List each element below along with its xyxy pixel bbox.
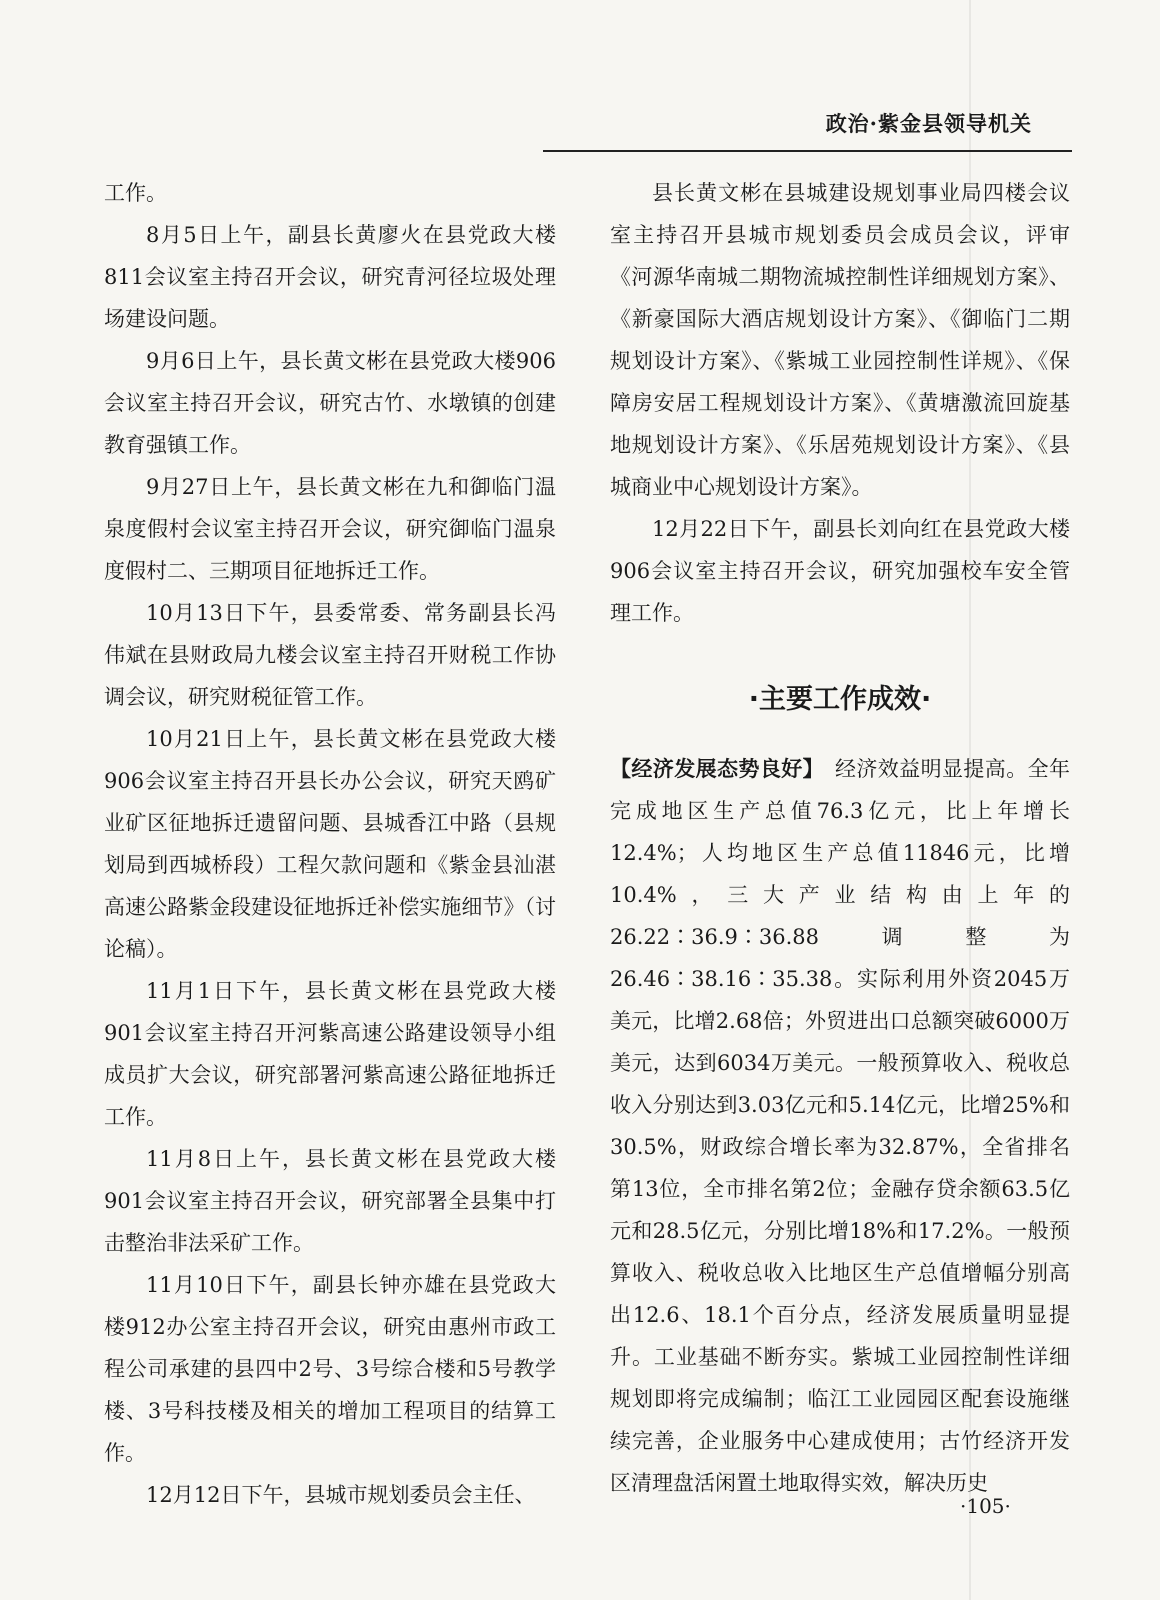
- paragraph-sep-27: 9月27日上午，县长黄文彬在九和御临门温泉度假村会议室主持召开会议，研究御临门温泉度假村二、三期项目征地拆迁工作。: [104, 475, 556, 583]
- header-rule: [543, 150, 1072, 152]
- paragraph-nov-1: 11月1日下午，县长黄文彬在县党政大楼901会议室主持召开河紫高速公路建设领导小组成员扩大会议，研究部署河紫高速公路征地拆迁工作。: [104, 979, 556, 1129]
- paragraph-oct-13: 10月13日下午，县委常委、常务副县长冯伟斌在县财政局九楼会议室主持召开财税工作协调会议，研究财税征管工作。: [104, 601, 556, 709]
- paragraph-economy-text: 经济效益明显提高。全年完成地区生产总值76.3亿元，比上年增长12.4%；人均地区生产总值11846元，比增10.4%，三大产业结构由上年的26.22∶36.9∶36.88调整为26.46∶38.16∶35.38。实际利用外资2045万美元，比增2.68倍；外贸进出口总额突破6000万美元，达到6034万美元。一般预算收入、税收总收入分别达到3.03亿元和5.14亿元，比增25%和30.5%，财政综合增长率为32.87%，全省排名第13位，全市排名第2位；金融存贷余额63.5亿元和28.5亿元，分别比增18%和17.2%。一般预算收入、税收总收入比地区生产总值增幅分别高出12.6、18.1个百分点，经济发展质量明显提升。工业基础不断夯实。紫城工业园控制性详细规划即将完成编制；临江工业园园区配套设施继续完善，企业服务中心建成使用；古竹经济开发区清理盘活闲置土地取得实效，解决历史: [610, 757, 1070, 1495]
- paragraph-oct-21: 10月21日上午，县长黄文彬在县党政大楼906会议室主持召开县长办公会议，研究天鸥矿业矿区征地拆迁遗留问题、县城香江中路（县规划局到西城桥段）工程欠款问题和《紫金县汕湛高速公路紫金段建设征地拆迁补偿实施细节》（讨论稿）。: [104, 727, 556, 961]
- paragraph-dec-12: 12月12日下午，县城市规划委员会主任、: [146, 1483, 536, 1507]
- page-number: ·105·: [960, 1494, 1011, 1518]
- section-heading: ·主要工作成效·: [748, 684, 932, 715]
- paragraph-lead-label: 【经济发展态势良好】: [610, 757, 814, 781]
- paragraph-sep-6: 9月6日上午，县长黄文彬在县党政大楼906会议室主持召开会议，研究古竹、水墩镇的创建教育强镇工作。: [104, 349, 556, 457]
- paragraph-dec-12-continued: 县长黄文彬在县城建设规划事业局四楼会议室主持召开县城市规划委员会成员会议，评审《河源华南城二期物流城控制性详细规划方案》、《新豪国际大酒店规划设计方案》、《御临门二期规划设计方案》、《紫城工业园控制性详规》、《保障房安居工程规划设计方案》、《黄塘激流回旋基地规划设计方案》、《乐居苑规划设计方案》、《县城商业中心规划设计方案》。: [610, 181, 1070, 499]
- paragraph-continuation: 工作。: [104, 181, 167, 205]
- running-header: 政治·紫金县领导机关: [825, 111, 1032, 136]
- paragraph-economy: [610, 748, 1070, 1504]
- paragraph-dec-22: 12月22日下午，副县长刘向红在县党政大楼906会议室主持召开会议，研究加强校车安全管理工作。: [610, 517, 1070, 625]
- right-column: [610, 172, 1070, 1504]
- left-column: [104, 172, 556, 1516]
- paragraph-aug-5: 8月5日上午，副县长黄廖火在县党政大楼811会议室主持召开会议，研究青河径垃圾处理场建设问题。: [104, 223, 556, 331]
- paragraph-nov-8: 11月8日上午，县长黄文彬在县党政大楼901会议室主持召开会议，研究部署全县集中打击整治非法采矿工作。: [104, 1147, 556, 1255]
- paragraph-nov-10: 11月10日下午，副县长钟亦雄在县党政大楼912办公室主持召开会议，研究由惠州市政工程公司承建的县四中2号、3号综合楼和5号教学楼、3号科技楼及相关的增加工程项目的结算工作。: [104, 1273, 556, 1465]
